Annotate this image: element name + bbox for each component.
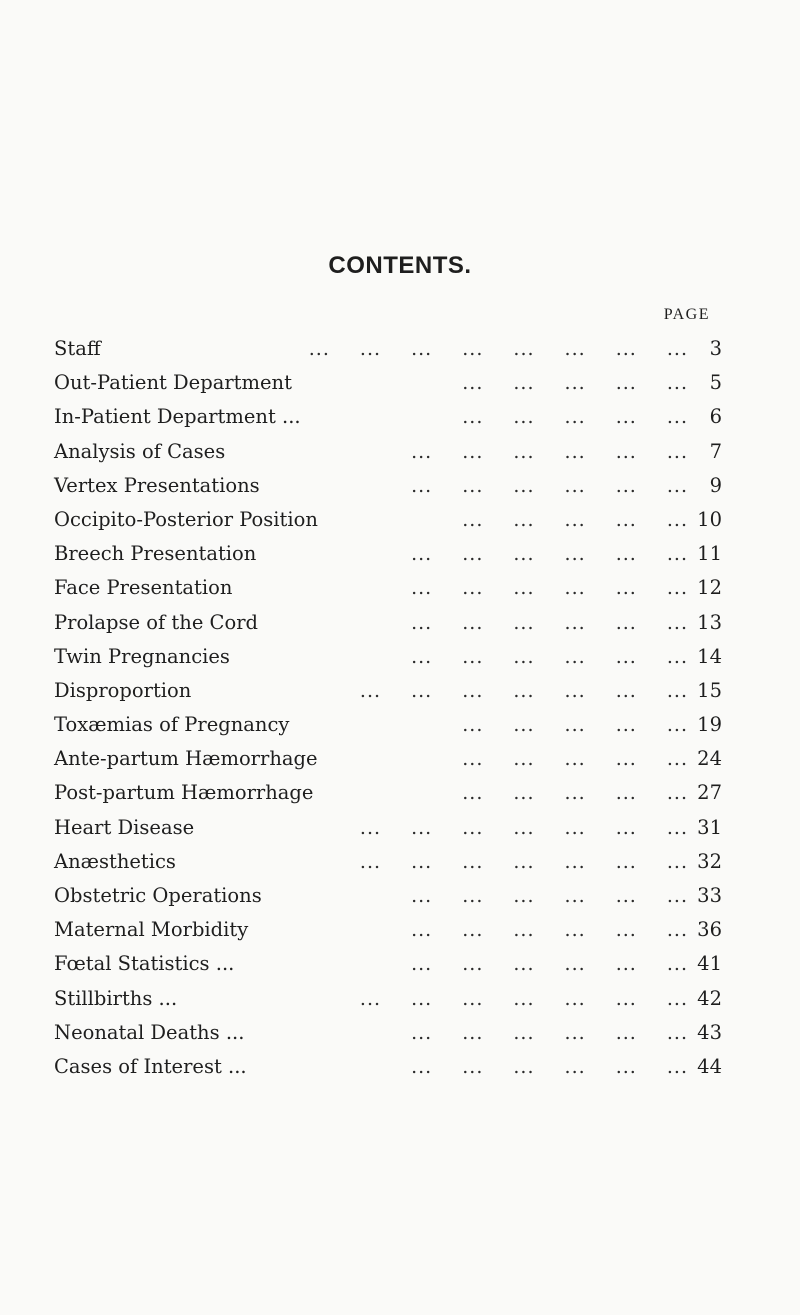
dot-leaders: ... ... ... ... ... ... ...: [359, 816, 688, 839]
toc-entry-title: Stillbirths ...: [54, 986, 178, 1010]
toc-entry-title: Ante-partum Hæmorrhage: [54, 747, 318, 771]
toc-entry-page-number: 31: [697, 815, 722, 839]
toc-entry-title: Maternal Morbidity: [54, 918, 249, 942]
dot-leaders: ... ... ... ... ... ... ... ...: [308, 338, 688, 360]
dot-leaders: ... ... ... ... ...: [462, 406, 688, 429]
dot-leaders: ... ... ... ... ... ... ...: [359, 987, 688, 1010]
dot-leaders: ... ... ... ... ... ... ...: [359, 850, 688, 873]
dot-leaders: ... ... ... ... ...: [462, 748, 688, 771]
dot-leaders: ... ... ... ... ... ... ...: [359, 679, 688, 702]
toc-entry: [0, 1019, 800, 1053]
toc-entry-page-number: 44: [697, 1054, 722, 1078]
toc-entry: [0, 369, 800, 403]
toc-entry-title: Fœtal Statistics ...: [54, 952, 235, 976]
toc-entry: [0, 916, 800, 950]
dot-leaders: ... ... ... ... ... ...: [411, 474, 688, 497]
toc-entry-title: Occipito-Posterior Position: [54, 507, 318, 531]
toc-entry: [0, 779, 800, 813]
toc-entry-title: Post-partum Hæmorrhage: [54, 781, 314, 805]
toc-entry-page-number: 3: [709, 337, 722, 360]
dot-leaders: ... ... ... ... ... ...: [411, 543, 688, 566]
toc-entry-title: In-Patient Department ...: [54, 405, 301, 429]
toc-entry: [0, 745, 800, 779]
toc-entry: [0, 1053, 800, 1087]
toc-entry-title: Heart Disease: [54, 815, 195, 839]
toc-entry-page-number: 6: [709, 405, 722, 429]
toc-entry: [0, 677, 800, 711]
toc-entry: [0, 438, 800, 472]
toc-entry-title: Obstetric Operations: [54, 884, 262, 907]
toc-entry: [0, 609, 800, 643]
toc-entry-page-number: 27: [697, 781, 722, 805]
toc-entry: [0, 643, 800, 677]
toc-entry-page-number: 36: [697, 918, 722, 942]
toc-entry-title: Face Presentation: [54, 576, 233, 600]
page-title: CONTENTS.: [328, 252, 472, 279]
toc-entry-page-number: 7: [709, 439, 722, 463]
toc-entry-page-number: 43: [697, 1020, 722, 1044]
toc-entry-title: Staff: [54, 337, 101, 360]
toc-entry-title: Prolapse of the Cord: [54, 610, 259, 634]
toc-entry: [0, 814, 800, 848]
toc-entry-title: Neonatal Deaths ...: [54, 1020, 245, 1044]
toc-entry-title: Disproportion: [54, 678, 192, 702]
toc-entry-page-number: 12: [697, 576, 722, 600]
toc-entry: [0, 950, 800, 984]
dot-leaders: ... ... ... ... ...: [462, 508, 688, 531]
toc-entry-page-number: 24: [697, 747, 722, 771]
toc-entry-title: Breech Presentation: [54, 542, 257, 566]
toc-entry-title: Toxæmias of Pregnancy: [54, 713, 290, 737]
toc-entry: [0, 540, 800, 574]
dot-leaders: ... ... ... ... ... ...: [411, 645, 688, 668]
toc-entry-page-number: 15: [697, 678, 722, 702]
toc-entry: [0, 848, 800, 882]
toc-entry-page-number: 14: [697, 644, 722, 668]
dot-leaders: ... ... ... ... ...: [462, 782, 688, 805]
toc-entry-page-number: 33: [697, 884, 722, 907]
dot-leaders: ... ... ... ... ... ...: [411, 1055, 688, 1078]
toc-entry: [0, 335, 800, 369]
dot-leaders: ... ... ... ... ... ...: [411, 1021, 688, 1044]
toc-entry-page-number: 32: [697, 849, 722, 873]
dot-leaders: ... ... ... ... ...: [462, 372, 688, 395]
table-of-contents: [0, 335, 800, 1087]
toc-entry-page-number: 5: [709, 371, 722, 395]
dot-leaders: ... ... ... ... ...: [462, 714, 688, 737]
dot-leaders: ... ... ... ... ... ...: [411, 440, 688, 463]
toc-entry: [0, 472, 800, 506]
dot-leaders: ... ... ... ... ... ...: [411, 885, 688, 907]
toc-entry-title: Anæsthetics: [54, 849, 176, 873]
dot-leaders: ... ... ... ... ... ...: [411, 577, 688, 600]
toc-entry: [0, 711, 800, 745]
toc-entry: [0, 985, 800, 1019]
toc-entry: [0, 506, 800, 540]
toc-entry: [0, 574, 800, 608]
dot-leaders: ... ... ... ... ... ...: [411, 611, 688, 634]
toc-entry-page-number: 41: [697, 952, 722, 976]
toc-entry-page-number: 9: [709, 473, 722, 497]
toc-entry-page-number: 19: [697, 713, 722, 737]
toc-entry-page-number: 11: [697, 542, 722, 566]
toc-entry-page-number: 42: [697, 986, 722, 1010]
dot-leaders: ... ... ... ... ... ...: [411, 919, 688, 942]
toc-entry-page-number: 13: [697, 610, 722, 634]
toc-entry-page-number: 10: [697, 507, 722, 531]
toc-entry-title: Analysis of Cases: [54, 439, 226, 463]
toc-entry-title: Cases of Interest ...: [54, 1054, 247, 1078]
toc-entry-title: Twin Pregnancies: [54, 644, 230, 668]
toc-entry-title: Vertex Presentations: [54, 473, 260, 497]
toc-entry: [0, 882, 800, 916]
toc-entry-title: Out-Patient Department: [54, 371, 292, 395]
dot-leaders: ... ... ... ... ... ...: [411, 953, 688, 976]
toc-entry: [0, 403, 800, 437]
page-column-label: PAGE: [663, 306, 710, 323]
